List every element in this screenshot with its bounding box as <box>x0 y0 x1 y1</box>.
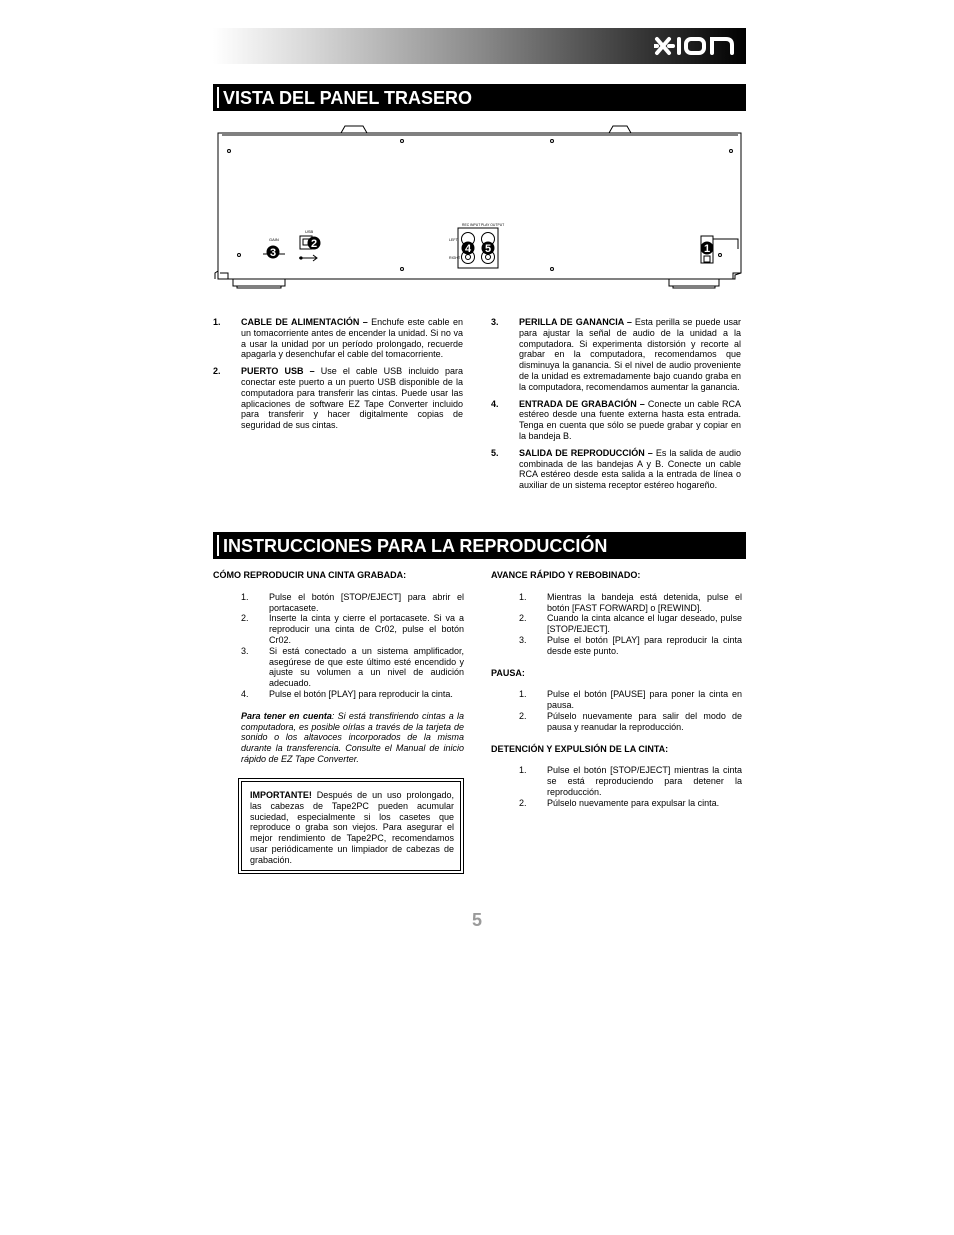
play-recorded-steps <box>213 592 464 700</box>
ion-logo <box>654 33 740 59</box>
logo-text: ION <box>654 33 656 34</box>
step-text: Pulse el botón [STOP/EJECT] mientras la cinta se está reproduciendo para detener la reproducción. <box>547 765 742 797</box>
header-bar <box>213 28 746 64</box>
step-number: 2. <box>241 613 249 624</box>
ffrew-heading: AVANCE RÁPIDO Y REBOBINADO: <box>491 570 641 580</box>
callout-5: 5 <box>484 243 492 255</box>
item-text: Use el cable USB incluido para conectar este puerto a un puerto USB disponible de la computadora para transferir las cintas. Puede usar las aplicaciones de software EZ Tape Converter incluido para transferir y hacer digitalmente copias de seguridad de sus cintas. <box>241 366 463 431</box>
note-text: : Si está transfiriendo cintas a la computadora, es posible oírlas a través de la tarjeta de sonido o los altavoces incorporados de la misma durante la transferencia. Consulte el Manual de inicio rápido de EZ Tape Converter. <box>241 710 464 764</box>
item-text: Es la salida de audio combinada de las bandejas A y B. Conecte un cable RCA estéreo desde esta salida a la entrada de línea o auxiliar de un sistema receptor estéreo hogareño. <box>519 447 741 491</box>
note-label: Para tener en cuenta <box>241 710 332 721</box>
item-number: 2. <box>213 366 221 377</box>
section-banner-playback <box>213 532 746 559</box>
step-item <box>213 646 464 689</box>
section-title-playback: INSTRUCCIONES PARA LA REPRODUCCIÓN <box>223 536 608 556</box>
step-item <box>491 592 742 614</box>
step-number: 2. <box>519 797 527 808</box>
step-number: 2. <box>519 613 527 624</box>
banner-tick <box>217 535 219 556</box>
step-text: Mientras la bandeja está detenida, pulse el botón [FAST FORWARD] o [REWIND]. <box>547 591 742 613</box>
stop-steps <box>491 765 742 808</box>
item-number: 5. <box>491 447 499 458</box>
step-number: 2. <box>519 710 527 721</box>
step-text: Si está conectado a un sistema amplificador, asegúrese de que este último esté encendido y ajuste su volumen a un nivel de audición adecuado. <box>269 645 464 689</box>
callout-3: 3 <box>269 247 277 259</box>
page-number: 5 <box>471 910 482 930</box>
rear-panel-diagram <box>213 123 746 298</box>
item-title: ENTRADA DE GRABACIÓN – <box>519 398 645 409</box>
step-item <box>491 635 742 657</box>
item-title: PERILLA DE GANANCIA – <box>519 317 632 327</box>
rear-item-2 <box>213 366 463 431</box>
step-item <box>491 689 742 711</box>
step-item <box>491 711 742 733</box>
callout-2: 2 <box>310 238 318 250</box>
play-recorded-heading: CÓMO REPRODUCIR UNA CINTA GRABADA: <box>213 570 407 580</box>
item-title: SALIDA DE REPRODUCCIÓN – <box>519 447 653 458</box>
item-text: Enchufe este cable en un tomacorriente antes de encender la unidad. Si no va a usar la unidad por un período prolongado, recuerde apagarla y desenchufar el cable del tomacorriente. <box>241 317 463 360</box>
step-item <box>213 689 464 700</box>
section-banner-rear <box>213 84 746 111</box>
step-text: Pulse el botón [PLAY] para reproducir la cinta. <box>269 688 453 699</box>
step-number: 3. <box>519 634 527 645</box>
rear-item-4 <box>491 399 741 442</box>
step-text: Pulse el botón [STOP/EJECT] para abrir el portacasete. <box>269 591 464 613</box>
label-rec-input: REC INPUT <box>462 223 481 227</box>
step-item <box>213 592 464 614</box>
label-usb: USB <box>305 229 314 234</box>
step-text: Inserte la cinta y cierre el portacasete. Si va a reproducir una cinta de Cr02, pulse el botón Cr02. <box>269 613 464 645</box>
ffrew-steps <box>491 592 742 657</box>
label-right: RIGHT <box>449 256 461 260</box>
item-text: Esta perilla se puede usar para ajustar la señal de audio de la unidad a la computadora. Si experimenta distorsión y recorte al grabar en la computadora, recomendamos que disminuya la ganancia. Si el nivel de audio proveniente de la unidad es extremadamente bajo cuando graba en la computadora, recomendamos aumentar la ganancia. <box>519 317 741 392</box>
banner-tick <box>217 87 219 108</box>
step-item <box>213 613 464 645</box>
rear-list-right <box>491 317 741 497</box>
item-number: 3. <box>491 317 499 327</box>
important-label: IMPORTANTE! <box>250 790 312 800</box>
step-text: Púlselo nuevamente para expulsar la cinta. <box>547 797 720 808</box>
important-box <box>238 778 464 874</box>
rear-item-5 <box>491 448 741 491</box>
item-text: Conecte un cable RCA estéreo desde una fuente externa hasta esta entrada. Tenga en cuenta que sólo se puede grabar y copiar en la bandeja B. <box>519 398 742 441</box>
step-text: Púlselo nuevamente para salir del modo de pausa y reanudar la reproducción. <box>547 710 742 732</box>
step-item <box>491 765 742 797</box>
rear-item-1 <box>213 317 463 360</box>
label-play-output: PLAY OUTPUT <box>481 223 505 227</box>
step-item <box>491 798 742 809</box>
step-text: Cuando la cinta alcance el lugar deseado, pulse [STOP/EJECT]. <box>547 613 742 635</box>
step-item <box>491 613 742 635</box>
step-number: 4. <box>241 688 249 699</box>
step-text: Pulse el botón [PAUSE] para poner la cinta en pausa. <box>547 689 742 711</box>
label-left: LEFT <box>449 238 458 242</box>
pause-heading: PAUSA: <box>491 667 525 678</box>
item-title: PUERTO USB – <box>241 366 315 377</box>
rear-list-left <box>213 317 463 437</box>
stop-heading: DETENCIÓN Y EXPULSIÓN DE LA CINTA: <box>491 743 669 754</box>
step-text: Pulse el botón [PLAY] para reproducir la cinta desde este punto. <box>547 634 742 656</box>
transfer-note <box>241 711 464 765</box>
important-inner <box>241 781 461 871</box>
callout-1: 1 <box>703 243 711 255</box>
item-number: 4. <box>491 398 499 409</box>
step-number: 3. <box>241 645 249 656</box>
step-number: 1. <box>519 765 527 776</box>
important-text: Después de un uso prolongado, las cabezas de Tape2PC pueden acumular suciedad, especialmente si los casetes que reproduce o graba son viejos. Para asegurar el mejor rendimiento de Tape2PC, recomendamos usar periódicamente un limpiador de cabezas de grabación. <box>250 790 454 865</box>
callout-4: 4 <box>464 243 472 255</box>
pause-steps <box>491 689 742 732</box>
label-gain: GAIN <box>269 237 279 242</box>
item-number: 1. <box>213 317 221 327</box>
play-recorded-section <box>213 570 464 765</box>
section-title-rear: VISTA DEL PANEL TRASERO <box>223 88 473 108</box>
step-number: 1. <box>519 591 527 602</box>
playback-right-column <box>491 570 742 809</box>
step-number: 1. <box>519 689 527 700</box>
step-number: 1. <box>241 591 249 602</box>
rear-item-3 <box>491 317 741 393</box>
item-title: CABLE DE ALIMENTACIÓN – <box>241 317 368 327</box>
